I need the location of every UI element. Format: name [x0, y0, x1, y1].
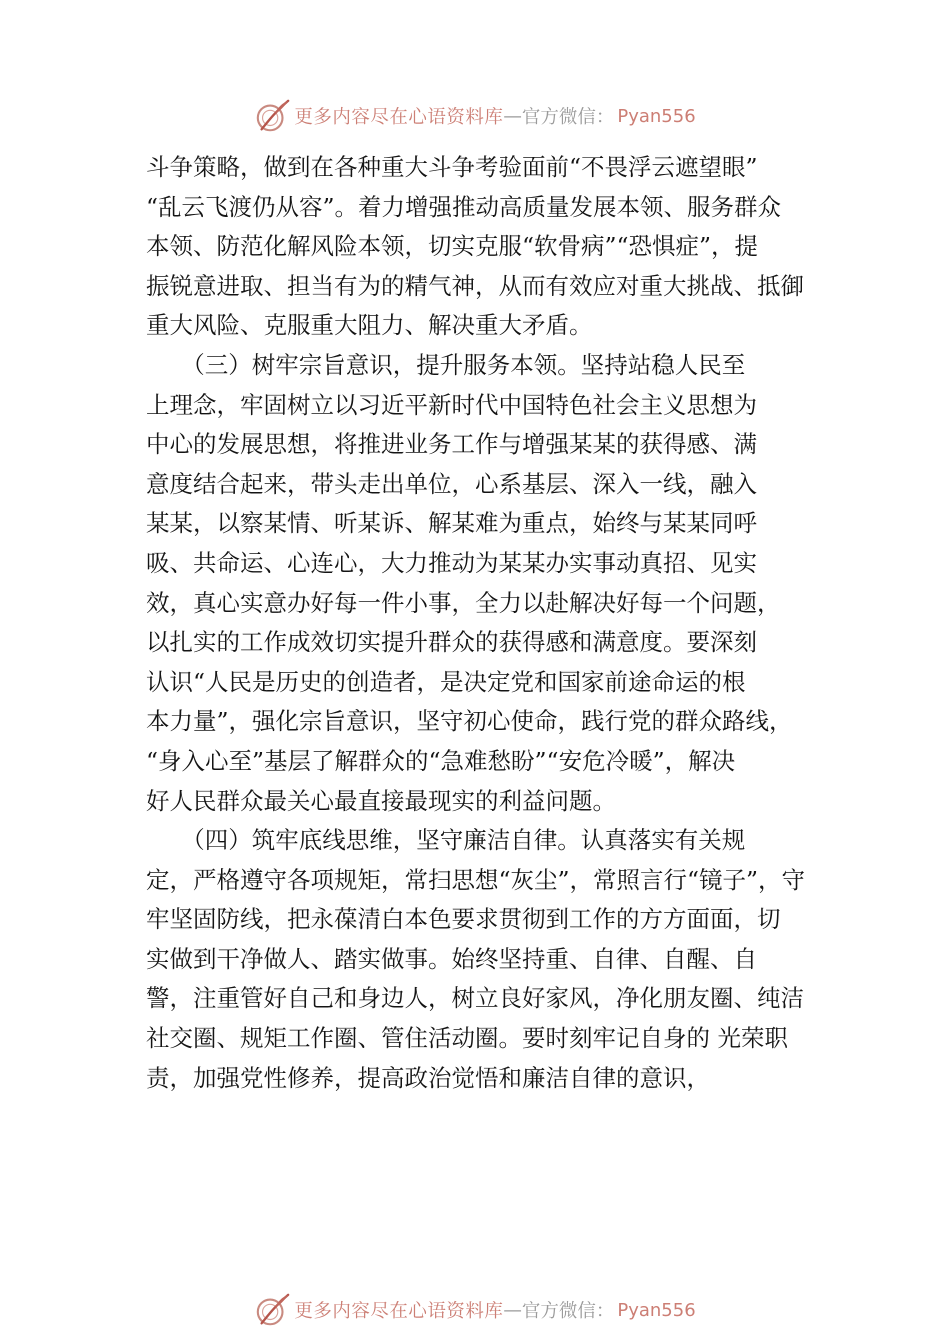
text-line: 效，真心实意办好每一件小事，全力以赴解决好每一个问题，: [146, 588, 781, 617]
text-line: 以扎实的工作成效切实提升群众的获得感和满意度。要深刻: [146, 628, 757, 657]
text-line: 重大风险、克服重大阻力、解决重大矛盾。: [146, 311, 593, 340]
quill-pen-logo-icon: [254, 1291, 292, 1329]
text-line: 本领、防范化解风险本领，切实克服“软骨病”“恐惧症”，提: [146, 232, 759, 261]
banner-title: 更多内容尽在心语资料库: [294, 107, 504, 128]
text-line: 意度结合起来，带头走出单位，心系基层、深入一线，融入: [146, 469, 757, 498]
text-line: 某某，以察某情、听某诉、解某难为重点，始终与某某同呼: [146, 509, 757, 538]
text-line: 责，加强党性修养，提高政治觉悟和廉洁自律的意识，: [146, 1063, 710, 1092]
banner-dash: —: [503, 1299, 522, 1321]
quill-pen-logo-icon: [254, 97, 292, 135]
text-line: 认识“人民是历史的创造者，是决定党和国家前途命运的根: [146, 667, 746, 696]
banner-official-label: 官方微信：: [521, 1301, 615, 1322]
text-line: 中心的发展思想，将推进业务工作与增强某某的获得感、满: [146, 430, 757, 459]
text-line: “身入心至”基层了解群众的“急难愁盼”“安危冷暖”，解决: [146, 746, 736, 775]
banner-title: 更多内容尽在心语资料库: [294, 1301, 504, 1322]
section-heading-line: （三）树牢宗旨意识，提升服务本领。坚持站稳人民至: [146, 350, 746, 379]
text-line: 振锐意进取、担当有为的精气神，从而有效应对重大挑战、抵御: [146, 271, 804, 300]
text-line: 警，注重管好自己和身边人，树立良好家风，净化朋友圈、纯洁: [146, 984, 804, 1013]
text-line: 上理念，牢固树立以习近平新时代中国特色社会主义思想为: [146, 390, 757, 419]
header-banner: [0, 94, 950, 138]
text-line: “乱云飞渡仍从容”。着力增强推动高质量发展本领、服务群众: [146, 192, 782, 221]
section-heading-line: （四）筑牢底线思维，坚守廉洁自律。认真落实有关规: [146, 826, 746, 855]
text-line: 牢坚固防线，把永葆清白本色要求贯彻到工作的方方面面，切: [146, 905, 781, 934]
banner-wechat-id: Pyan556: [617, 1299, 696, 1321]
banner-wechat-id: Pyan556: [617, 105, 696, 127]
text-line: 社交圈、规矩工作圈、管住活动圈。要时刻牢记自身的 光荣职: [146, 1024, 788, 1053]
footer-banner: [0, 1288, 950, 1332]
text-line: 好人民群众最关心最直接最现实的利益问题。: [146, 786, 616, 815]
text-line: 斗争策略，做到在各种重大斗争考验面前“不畏浮云遮望眼”: [146, 153, 758, 181]
text-line: 本力量”，强化宗旨意识，坚守初心使命，践行党的群众路线，: [146, 707, 793, 736]
text-line: 定，严格遵守各项规矩，常扫思想“灰尘”，常照言行“镜子”，守: [146, 865, 806, 894]
text-line: 吸、共命运、心连心，大力推动为某某办实事动真招、见实: [146, 548, 757, 577]
banner-dash: —: [503, 105, 522, 127]
text-line: 实做到干净做人、踏实做事。始终坚持重、自律、自醒、自: [146, 944, 757, 973]
banner-official-label: 官方微信：: [521, 107, 615, 128]
document-body: [146, 148, 836, 1098]
